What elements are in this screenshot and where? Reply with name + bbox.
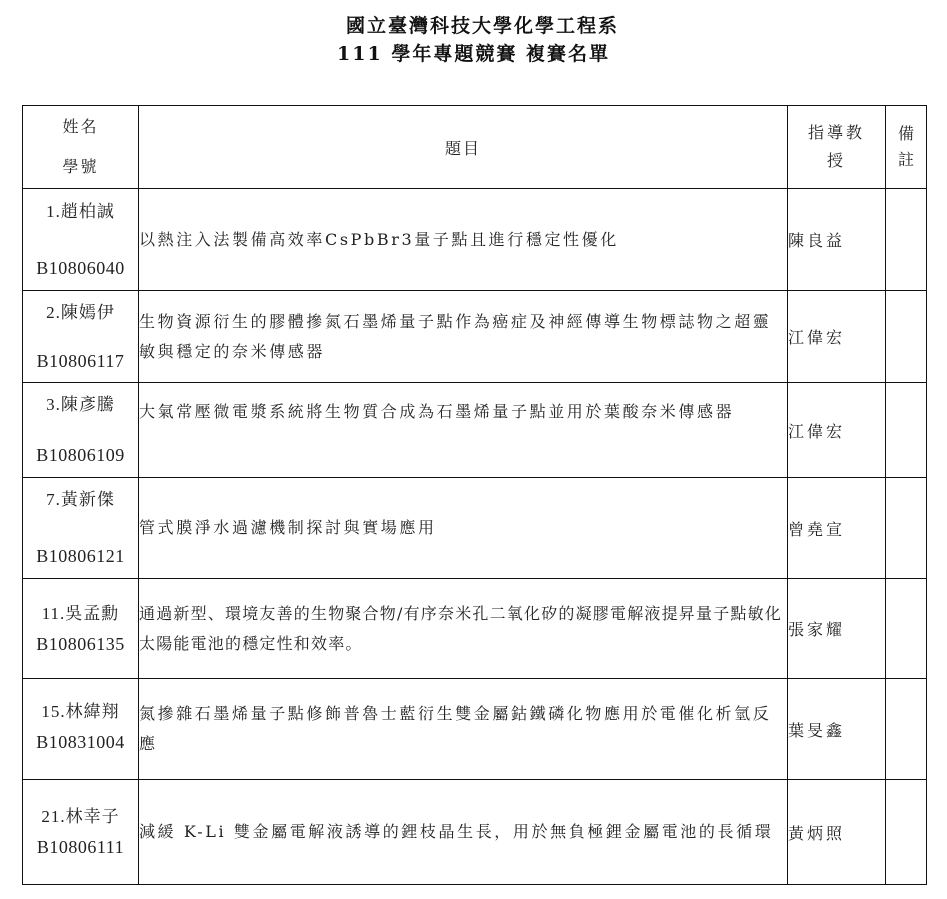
header-name-id [23, 106, 139, 189]
student-cell [23, 478, 139, 579]
note-cell [886, 383, 927, 478]
title-department: 國立臺灣科技大學化學工程系 [345, 15, 619, 37]
student-name: 3.陳彥騰 [46, 395, 115, 414]
table-row [23, 780, 927, 885]
student-name: 1.趙柏誠 [46, 201, 115, 221]
title-competition: 111 學年專題競賽 複賽名單 [337, 43, 610, 65]
table-header-row [23, 106, 927, 189]
student-cell [23, 383, 139, 478]
advisor-cell: 曾堯宣 [788, 478, 886, 579]
note-cell [886, 291, 927, 383]
advisor-cell: 陳良益 [788, 189, 886, 291]
topic-cell: 通過新型、環境友善的生物聚合物/有序奈米孔二氧化矽的凝膠電解液提昇量子點敏化太陽能電池的穩定性和效率。 [139, 579, 788, 679]
table-row [23, 383, 927, 478]
header-advisor-line1: 指導教 [807, 123, 865, 142]
student-name: 7.黃新傑 [46, 490, 115, 509]
note-cell [886, 478, 927, 579]
student-id: B10806111 [36, 837, 125, 857]
table-row [23, 679, 927, 780]
table-row [23, 189, 927, 291]
table-row [23, 478, 927, 579]
student-id: B10806040 [36, 257, 125, 278]
document-title [0, 12, 947, 68]
note-cell [886, 780, 927, 885]
student-id: B10806135 [36, 633, 125, 654]
student-name: 21.林幸子 [41, 807, 120, 826]
topic-text: 大氣常壓微電漿系統將生物質合成為石墨烯量子點並用於葉酸奈米傳感器 [139, 402, 735, 421]
student-cell [23, 679, 139, 780]
topic-cell: 生物資源衍生的膠體摻氮石墨烯量子點作為癌症及神經傳導生物標誌物之超靈敏與穩定的奈米傳感器 [139, 291, 788, 383]
header-note [886, 106, 927, 189]
student-name: 2.陳嫣伊 [46, 302, 115, 322]
student-id: B10806117 [36, 350, 125, 371]
advisor-cell: 張家耀 [788, 579, 886, 679]
student-cell [23, 780, 139, 885]
note-cell [886, 679, 927, 780]
topic-cell [139, 383, 788, 478]
student-cell [23, 579, 139, 679]
advisor-cell: 江偉宏 [788, 383, 886, 478]
topic-cell: 以熱注入法製備高效率CsPbBr3量子點且進行穩定性優化 [139, 189, 788, 291]
note-cell [886, 189, 927, 291]
header-student-id: 學號 [62, 157, 99, 176]
finalist-table [22, 105, 927, 885]
topic-text: 氮摻雜石墨烯量子點修飾普魯士藍衍生雙金屬鈷鐵磷化物應用於電催化析氫反應 [139, 704, 772, 753]
advisor-cell: 黃炳照 [788, 780, 886, 885]
header-advisor [788, 106, 886, 189]
header-name: 姓名 [62, 117, 99, 136]
header-note-line1: 備 [897, 124, 914, 143]
table-row [23, 291, 927, 383]
student-cell [23, 291, 139, 383]
student-id: B10831004 [36, 732, 125, 752]
topic-cell: 減緩 K-Li 雙金屬電解液誘導的鋰枝晶生長，用於無負極鋰金屬電池的長循環 [139, 780, 788, 885]
advisor-cell: 江偉宏 [788, 291, 886, 383]
student-name: 11.吳孟勳 [41, 603, 120, 623]
topic-cell: 管式膜淨水過濾機制探討與實場應用 [139, 478, 788, 579]
advisor-cell: 葉旻鑫 [788, 679, 886, 780]
table-row [23, 579, 927, 679]
header-advisor-line2: 授 [826, 151, 846, 170]
student-cell [23, 189, 139, 291]
topic-cell [139, 679, 788, 780]
student-name: 15.林緯翔 [41, 702, 120, 721]
header-topic: 題目 [139, 106, 788, 189]
note-cell [886, 579, 927, 679]
header-note-line2: 註 [897, 150, 914, 169]
student-id: B10806109 [36, 445, 125, 465]
student-id: B10806121 [36, 546, 125, 566]
